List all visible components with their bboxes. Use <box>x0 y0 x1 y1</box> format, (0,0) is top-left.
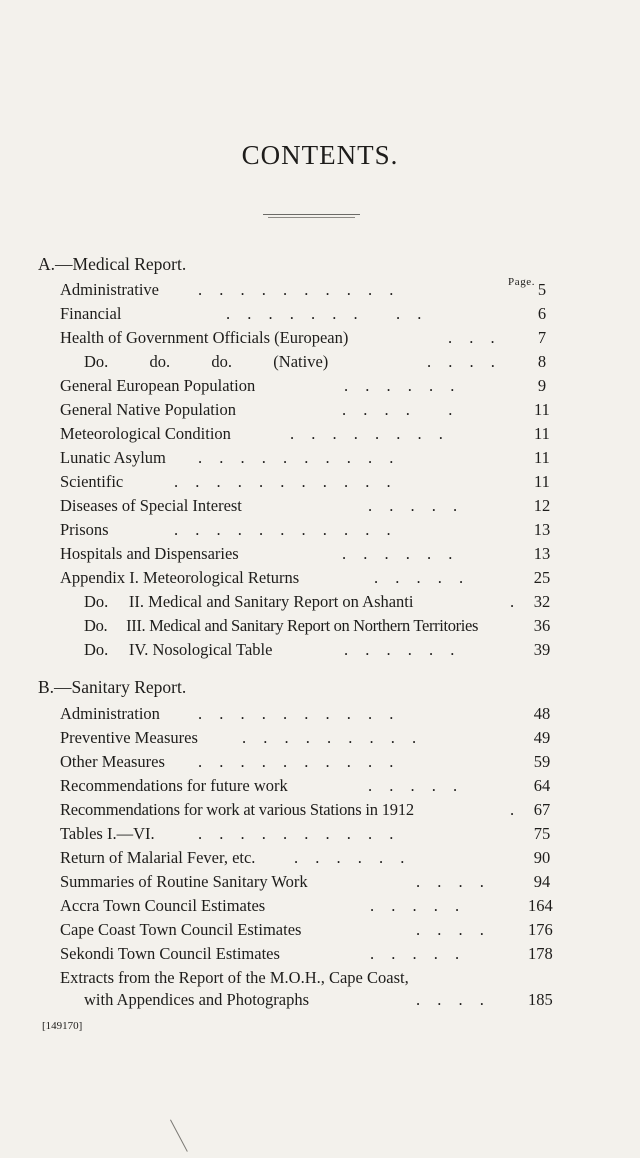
toc-entry[interactable] <box>0 568 640 592</box>
toc-entry-leader: . . . <box>448 328 502 347</box>
toc-entry-page: 48 <box>533 704 551 723</box>
toc-entry-label: with Appendices and Photographs <box>84 990 310 1009</box>
stray-pen-mark <box>170 1120 188 1152</box>
section-a-heading: A.—Medical Report. <box>38 254 187 274</box>
toc-entry-page: 11 <box>534 448 550 467</box>
toc-entry-label: General Native Population <box>60 400 236 419</box>
toc-entry-label: Meteorological Condition <box>60 424 231 443</box>
toc-entry[interactable] <box>0 448 640 472</box>
toc-entry-page: 11 <box>534 424 550 443</box>
toc-entry-page: 9 <box>537 376 547 395</box>
toc-entry-label: Appendix I. Meteorological Returns <box>60 568 300 587</box>
toc-entry-page: 11 <box>534 472 550 491</box>
toc-entry[interactable] <box>0 280 640 304</box>
toc-entry-page: 75 <box>533 824 551 843</box>
title-rule <box>263 214 360 215</box>
toc-entry[interactable] <box>0 328 640 352</box>
toc-entry-page: 13 <box>533 544 551 563</box>
toc-entry-leader: . . . . . <box>374 568 470 587</box>
toc-entry-page: 176 <box>528 920 553 939</box>
toc-entry-leader: . . . . . . . . . . <box>198 280 400 299</box>
toc-entry-leader: . . . . . . . . . . . <box>174 520 398 539</box>
toc-entry-label: Do. IV. Nosological Table <box>84 640 273 659</box>
toc-entry[interactable] <box>0 704 640 728</box>
toc-entry-leader: . . . . . . . . . <box>226 304 428 323</box>
toc-entry-leader: . . . . . <box>342 400 459 419</box>
toc-entry-page: 8 <box>537 352 547 371</box>
toc-entry-label: Do. do. do. (Native) <box>84 352 329 371</box>
toc-entry-label: Cape Coast Town Council Estimates <box>60 920 302 939</box>
toc-entry-label: Summaries of Routine Sanitary Work <box>60 872 308 891</box>
toc-entry-page: 36 <box>533 616 551 635</box>
toc-entry-page: 185 <box>528 990 553 1009</box>
toc-entry[interactable] <box>0 352 640 376</box>
toc-entry-page: 6 <box>537 304 547 323</box>
toc-entry-label: Health of Government Officials (European) <box>60 328 349 347</box>
toc-entry-leader: . . . . . . . . . . . <box>174 472 398 491</box>
toc-entry-leader: . . . . . <box>370 896 466 915</box>
toc-entry-label: Lunatic Asylum <box>60 448 166 467</box>
toc-entry-label: Prisons <box>60 520 109 539</box>
toc-entry-label: Diseases of Special Interest <box>60 496 242 515</box>
toc-entry[interactable] <box>0 776 640 800</box>
toc-entry-page: 39 <box>533 640 551 659</box>
toc-entry-label: Scientific <box>60 472 124 491</box>
print-reference: [149170] <box>42 1020 83 1032</box>
page-title: CONTENTS. <box>241 140 399 170</box>
toc-entry-leader: . . . . . . . . <box>290 424 450 443</box>
toc-entry-leader: . . . . . . . . . . <box>198 824 400 843</box>
toc-entry-page: 67 <box>533 800 551 819</box>
toc-entry-page: 59 <box>533 752 551 771</box>
toc-entry[interactable] <box>0 472 640 496</box>
toc-entry[interactable] <box>0 752 640 776</box>
toc-entry-label: Do. III. Medical and Sanitary Report on Northern Territories <box>84 616 479 635</box>
page-column-header: Page. <box>508 276 536 288</box>
toc-entry-label: Administration <box>60 704 160 723</box>
toc-entry-leader: . . . . . . . . . . <box>198 704 400 723</box>
toc-entry[interactable] <box>0 640 640 664</box>
toc-entry[interactable] <box>0 424 640 448</box>
toc-entry-page: 64 <box>533 776 551 795</box>
toc-entry[interactable] <box>0 896 640 920</box>
toc-entry[interactable] <box>0 400 640 424</box>
toc-entry-label: General European Population <box>60 376 256 395</box>
toc-entry-page: 32 <box>533 592 551 611</box>
toc-entry-leader: . . . . . <box>368 496 464 515</box>
toc-entry-leader: . . . . . . . . . . <box>198 752 400 771</box>
toc-entry-label: Recommendations for work at various Stations in 1912 <box>60 800 414 819</box>
toc-entry[interactable] <box>0 848 640 872</box>
toc-entry[interactable] <box>0 944 640 968</box>
toc-entry-label: Return of Malarial Fever, etc. <box>60 848 256 867</box>
toc-entry[interactable] <box>0 592 640 616</box>
toc-entry-leader: . . . . <box>416 872 491 891</box>
toc-entry-leader: . . . . . . <box>344 376 461 395</box>
toc-entry-label: Accra Town Council Estimates <box>60 896 266 915</box>
toc-entry-leader: . . . . . <box>370 944 466 963</box>
toc-entry[interactable] <box>0 728 640 752</box>
toc-entry-page: 94 <box>533 872 551 891</box>
toc-entry-leader: . . . . <box>416 920 491 939</box>
toc-entry[interactable] <box>0 376 640 400</box>
toc-entry-label: Preventive Measures <box>60 728 198 747</box>
toc-entry-page: 7 <box>537 328 547 347</box>
section-b-heading: B.—Sanitary Report. <box>38 677 187 697</box>
toc-entry[interactable] <box>0 824 640 848</box>
title-rule-lower <box>268 217 355 218</box>
toc-entry-leader: . . . . . . . . . <box>242 728 423 747</box>
toc-entry[interactable] <box>0 304 640 328</box>
toc-entry[interactable] <box>0 920 640 944</box>
toc-entry-label: Do. II. Medical and Sanitary Report on Ashanti <box>84 592 414 611</box>
toc-entry[interactable] <box>0 968 640 992</box>
toc-entry-leader: . . . . . . <box>344 640 461 659</box>
toc-entry-label: Hospitals and Dispensaries <box>60 544 239 563</box>
toc-entry-label: Other Measures <box>60 752 165 771</box>
toc-entry-leader: . . . . <box>416 990 491 1009</box>
toc-entry-page: 164 <box>528 896 553 915</box>
toc-entry-leader: . . . . . . <box>294 848 411 867</box>
toc-entry-leader: . . . . <box>427 352 502 371</box>
toc-entry-page: 13 <box>533 520 551 539</box>
toc-entry-continuation[interactable] <box>0 990 640 1014</box>
toc-entry-leader: . . . . . . . . . . <box>198 448 400 467</box>
toc-entry-label: Recommendations for future work <box>60 776 288 795</box>
toc-entry-leader: . <box>510 592 521 611</box>
toc-entry[interactable] <box>0 496 640 520</box>
toc-entry[interactable] <box>0 872 640 896</box>
toc-entry[interactable] <box>0 544 640 568</box>
toc-entry-label: Sekondi Town Council Estimates <box>60 944 280 963</box>
toc-entry-leader: . . . . . . <box>342 544 459 563</box>
toc-entry-page: 12 <box>533 496 551 515</box>
toc-entry-page: 11 <box>534 400 550 419</box>
toc-entry-page: 49 <box>533 728 551 747</box>
toc-entry-label: Administrative <box>60 280 159 299</box>
toc-entry-page: 25 <box>533 568 551 587</box>
toc-entry[interactable] <box>0 616 640 640</box>
toc-entry-page: 90 <box>533 848 551 867</box>
toc-entry-page: 178 <box>528 944 553 963</box>
toc-entry-label: Tables I.—VI. <box>60 824 155 843</box>
toc-entry[interactable] <box>0 520 640 544</box>
toc-entry-leader: . . . . . <box>368 776 464 795</box>
toc-entry-page: 5 <box>537 280 547 299</box>
toc-entry-leader: . <box>510 800 521 819</box>
toc-entry[interactable] <box>0 800 640 824</box>
toc-entry-label: Financial <box>60 304 122 323</box>
toc-entry-label: Extracts from the Report of the M.O.H., Cape Coast, <box>60 968 409 987</box>
